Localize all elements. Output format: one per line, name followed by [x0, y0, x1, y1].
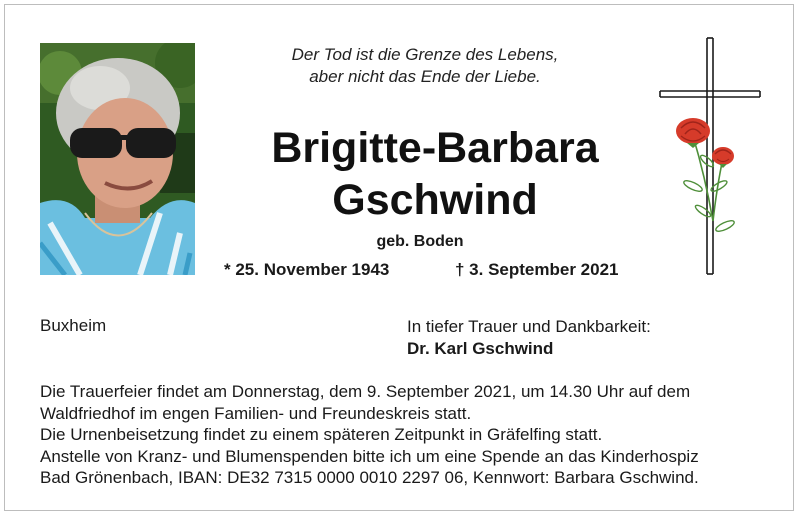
- memorial-quote: [250, 44, 600, 88]
- cross-with-roses-icon: [655, 36, 765, 276]
- deceased-last-name: Gschwind: [332, 176, 538, 224]
- place-of-residence: Buxheim: [40, 316, 107, 335]
- death-date: † 3. September 2021: [455, 260, 619, 279]
- birth-name: geb. Boden: [376, 233, 464, 250]
- mourners-signer: Dr. Karl Gschwind: [407, 339, 554, 358]
- deceased-first-names: Brigitte-Barbara: [271, 124, 599, 172]
- announcement-line: Die Trauerfeier findet am Donnerstag, dem 9. September 2021, um 14.30 Uhr auf dem: [40, 382, 691, 401]
- quote-line-2: aber nicht das Ende der Liebe.: [309, 67, 541, 86]
- announcement-line: Waldfriedhof im engen Familien- und Freundeskreis statt.: [40, 403, 472, 423]
- deceased-name: [205, 122, 665, 226]
- announcement-line: Die Urnenbeisetzung findet zu einem späteren Zeitpunkt in Gräfelfing statt.: [40, 425, 603, 444]
- announcement-line: Bad Grönenbach, IBAN: DE32 7315 0000 0010 2297 06, Kennwort: Barbara Gschwind.: [40, 468, 699, 487]
- portrait-photo: [40, 43, 195, 275]
- mourners-intro: In tiefer Trauer und Dankbarkeit:: [407, 317, 651, 336]
- announcement-line: Anstelle von Kranz- und Blumenspenden bitte ich um eine Spende an das Kinderhospiz: [40, 446, 699, 466]
- quote-line-1: Der Tod ist die Grenze des Lebens,: [291, 45, 559, 64]
- birth-date: * 25. November 1943: [224, 260, 390, 279]
- funeral-announcement: [40, 381, 770, 489]
- mourners-block: [407, 316, 651, 360]
